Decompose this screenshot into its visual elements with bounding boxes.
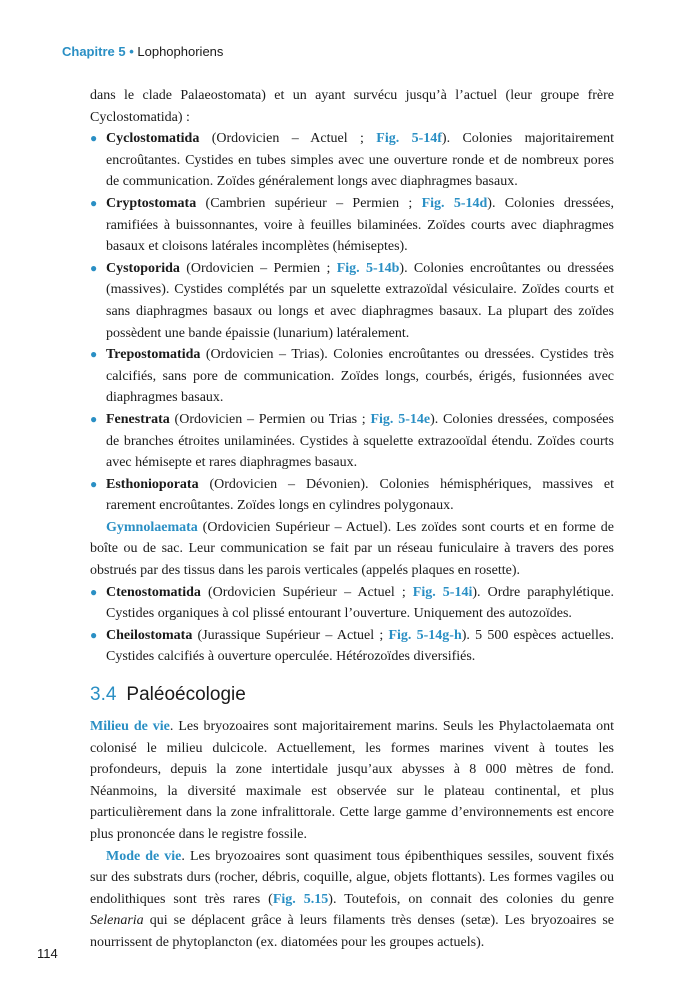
list-item [90,582,614,625]
run-in-heading: Milieu de vie [90,719,170,735]
paragraph-text: qui se déplacent grâce à leurs filaments très denses (setæ). Les bryozoaires se nourrissent de phytoplancton (ex. diatomées pour les groupes actuels). [90,913,614,950]
taxon-name: Esthonioporata [106,476,199,492]
taxon-name: Cystoporida [106,260,180,276]
item-text: ). Colonies dressées, ramifiées à buissonnantes, voire à feuilles bilaminées. Zoïdes courts avec diaphragmes basaux et cloisons latérales incomplètes (hémiseptes). [106,195,614,255]
item-text: ). Colonies dressées, composées de branches étroites unilaminées. Cystides à squelette extrazooïdal étendu. Zoïdes courts avec hémisepte et rares diaphragmes basaux. [106,411,614,471]
list-item [90,625,614,668]
list-item [90,193,614,258]
page-number: 114 [37,946,58,961]
section-title: Paléoécologie [126,684,246,706]
bullet-icon: ● [90,260,98,275]
list-item [90,258,614,344]
item-text: (Ordovicien – Permien ou Trias ; [169,411,371,427]
taxon-name: Cheilostomata [106,627,193,643]
run-in-heading: Mode de vie [106,848,182,864]
order-list-1 [90,128,614,517]
section-number: 3.4 [90,684,117,706]
page-body [90,85,614,954]
bullet-icon: ● [90,131,98,146]
mode-paragraph [90,846,614,954]
paragraph-text: . Les bryozoaires sont quasiment tous épibenthiques sessiles, souvent fixés sur des substrats durs (rocher, débris, coquille, algue, objets flottants). Les formes vagiles ou endolithiques sont très rares ( [90,848,615,907]
list-item [90,409,614,474]
item-text: ). Colonies encroûtantes ou dressées (massives). Cystides complétés par un squelette extrazoïdal vésiculaire. Zoïdes courts et sans diaphragmes basaux ou longs et avec diaphragmes basaux. La plupart des zoïdes possèdent une bande épaissie (lunarium) latéralement. [106,260,615,341]
clade-name: Gymnolaemata [106,519,198,535]
header-separator: • [129,44,134,59]
taxon-name: Fenestrata [106,411,170,427]
bullet-icon: ● [90,347,98,362]
item-text: ). Colonies majoritairement encroûtantes. Cystides en tubes simples avec une ouverture ronde et de nombreux pores de communication. Zoïdes généralement longs avec diaphragmes basaux. [106,131,614,190]
paragraph-text: ). Toutefois, on connait des colonies du genre [328,891,614,907]
list-item [90,474,614,517]
genus-name: Selenaria [90,913,144,929]
figure-ref[interactable]: Fig. 5-14i [412,584,473,600]
figure-ref[interactable]: Fig. 5-14b [336,260,400,276]
taxon-name: Cyclostomatida [106,131,200,147]
bullet-icon: ● [90,195,98,210]
bullet-icon: ● [90,476,98,491]
item-text: (Jurassique Supérieur – Actuel ; [192,627,389,643]
intro-paragraph: dans le clade Palaeostomata) et un ayant survécu jusqu’à l’actuel (leur groupe frère Cyclostomatida) : [90,88,614,125]
figure-ref[interactable]: Fig. 5-14f [376,131,442,147]
chapter-title: Lophophoriens [137,44,224,59]
milieu-paragraph [90,716,614,846]
gymnolaemata-paragraph [90,517,614,582]
item-text: (Ordovicien – Permien ; [179,260,337,276]
order-list-2 [90,582,614,668]
section-heading [90,682,614,708]
item-text: (Cambrien supérieur – Permien ; [196,195,422,211]
taxon-name: Trepostomatida [106,347,201,363]
figure-ref[interactable]: Fig. 5-14e [370,411,431,427]
item-text: ). 5 500 espèces actuelles. Cystides calcifiés à ouverture operculée. Hétérozoïdes diversifiés. [106,627,614,665]
item-text: (Ordovicien – Trias). Colonies encroûtantes ou dressées. Cystides très calcifiés, sans pore de communication. Zoïdes longs, courbés, érigés, fusionnées avec diaphragmes basaux. [106,347,614,406]
list-item [90,344,614,409]
list-item [90,128,614,193]
taxon-name: Ctenostomatida [106,584,201,600]
bullet-icon: ● [90,627,98,642]
paragraph-text: (Ordovicien Supérieur – Actuel). Les zoïdes sont courts et en forme de boîte ou de sac. Leur communication se fait par un réseau funiculaire à travers des pores obstrués par des tissus dans les parois verticales (appelés plaques en rosette). [90,519,614,579]
chapter-label: Chapitre 5 [62,44,126,59]
taxon-name: Cryptostomata [106,195,197,211]
running-header [62,44,223,59]
item-text: (Ordovicien – Actuel ; [199,131,377,147]
item-text: (Ordovicien – Dévonien). Colonies hémisphériques, massives et rarement encroûtantes. Zoïdes longs en cylindres polygonaux. [106,476,614,514]
bullet-icon: ● [90,584,98,599]
bullet-icon: ● [90,411,98,426]
item-text: (Ordovicien Supérieur – Actuel ; [200,584,413,600]
figure-ref[interactable]: Fig. 5.15 [272,891,329,907]
figure-ref[interactable]: Fig. 5-14g-h [388,627,462,643]
item-text: ). Ordre paraphylétique. Cystides organiques à col plissé entourant l’ouverture. Uniquement des autozoïdes. [106,584,614,622]
figure-ref[interactable]: Fig. 5-14d [421,195,488,211]
paragraph-text: . Les bryozoaires sont majoritairement marins. Seuls les Phylactolaemata ont colonisé le milieu dulcicole. Actuellement, les formes marines vivent à toutes les profondeurs, depuis la zone intertidale jusqu’aux abysses à 8 000 mètres de fond. Néanmoins, la diversité maximale est observée sur le plateau continental, et plus particulièrement dans la zone infralittorale. Cette large gamme d’environnements est encore plus prononcée dans le registre fossile. [90,719,614,842]
